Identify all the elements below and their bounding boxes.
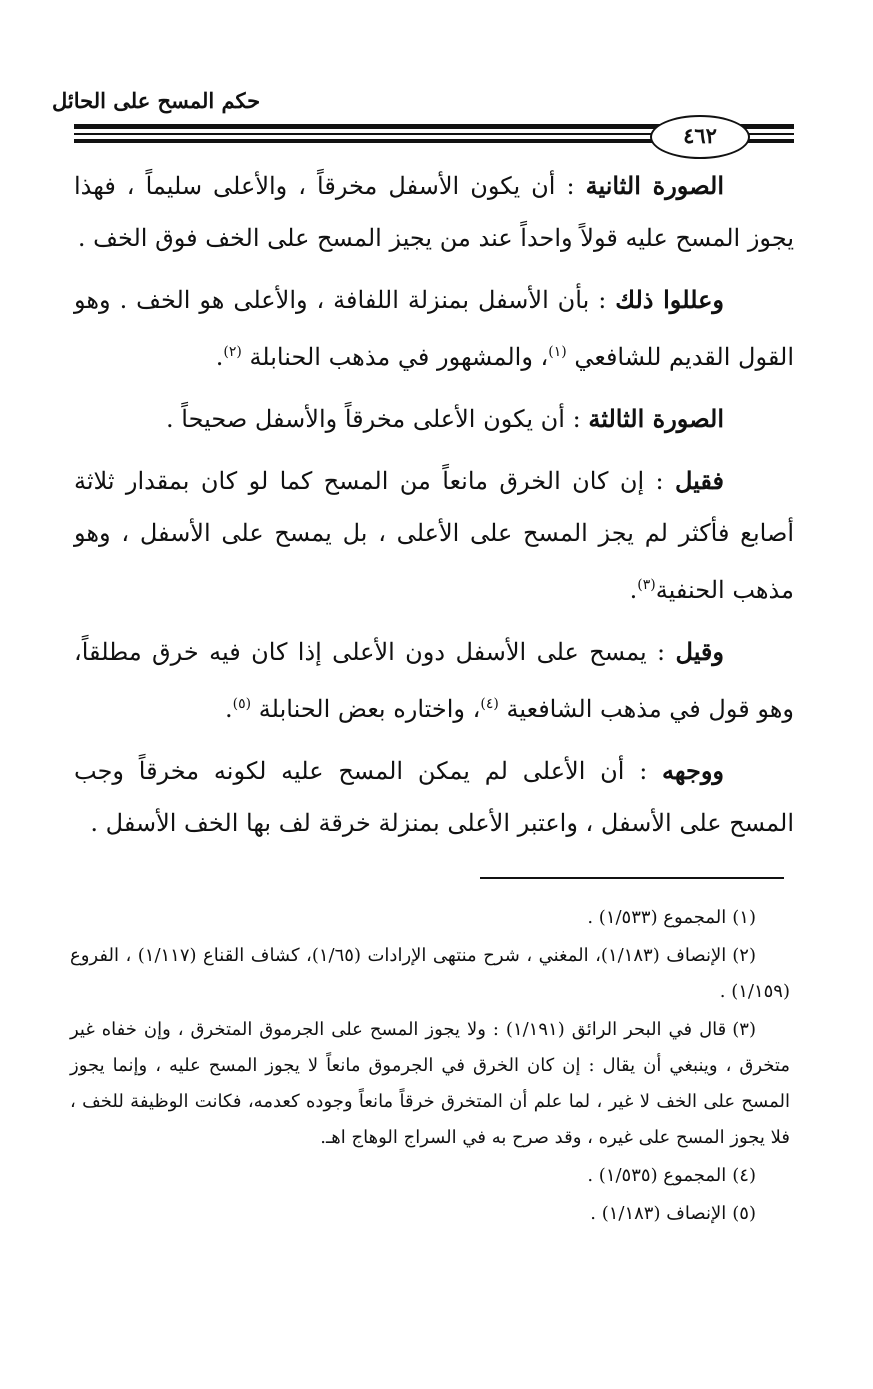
footnote-text: المجموع (١/٥٣٥) . [587,1165,727,1186]
paragraph-lead: وعللوا ذلك [615,285,724,314]
footnote-number: (٥) [732,1203,756,1224]
paragraph-tail: . [215,343,224,371]
footnote-number: (١) [732,907,756,928]
paragraph-text: ، واختاره بعض الحنابلة [251,695,481,723]
running-title: حكم المسح على الحائل [52,88,261,113]
paragraph-tail: . [629,576,638,604]
paragraph-lead: فقيل [674,466,724,495]
paragraph-text: : أن يكون الأسفل مخرقاً ، والأعلى سليماً ، فهذا يجوز المسح عليه قولاً واحداً عند من يجيز المسح على الخف فوق الخف . [74,172,794,252]
paragraph-second-opinion [74,626,794,735]
footnote-ref[interactable]: (٢) [223,344,242,360]
footnote-ref[interactable]: (٣) [637,577,656,593]
paragraph-text: : إن كان الخرق مانعاً من المسح كما لو كان بمقدار ثلاثة أصابع فأكثر لم يجز المسح على الأعلى ، بل يمسح على الأسفل ، وهو مذهب الحنفية [74,467,794,604]
footnotes [70,900,790,1234]
paragraph-text: : أن يكون الأعلى مخرقاً والأسفل صحيحاً . [166,405,589,433]
footnote-text: الإنصاف (١/١٨٣) . [590,1203,727,1224]
footnote-number: (٤) [732,1165,756,1186]
footnote-item [70,938,790,1010]
paragraph-text: : بأن الأسفل بمنزلة اللفافة ، والأعلى هو الخف . وهو القول القديم للشافعي [74,286,794,371]
footnote-item [70,900,790,936]
footnote-number: (٢) [732,945,756,966]
paragraph-reasoning [74,274,794,383]
page-number: ٤٦٢ [650,115,750,159]
footnote-item [70,1012,790,1156]
footnote-text: الإنصاف (١/١٨٣)، المغني ، شرح منتهى الإرادات (١/٦٥)، كشاف القناع (١/١١٧) ، الفروع (١/١٥٩) . [70,945,790,1002]
paragraph-third-case [74,393,794,445]
paragraph-lead: الصورة الثانية [585,171,724,200]
footnote-text: قال في البحر الرائق (١/١٩١) : ولا يجوز المسح على الجرموق المتخرق ، وإن خفاه غير متخرق ، وينبغي أن يقال : إن كان الخرق في الجرموق مانعاً لا يجوز المسح عليه ، وإنما يجوز المسح على الخف لا غير ، لما علم أن المتخرق خرقاً مانعاً وجوده كعدمه، فكانت الوظيفة للخف ، فلا يجوز المسح على غيره ، وقد صرح به في السراج الوهاج اهـ. [70,1019,790,1148]
footnote-item [70,1158,790,1194]
paragraph-lead: ووجهه [662,756,724,785]
paragraph-text: : أن الأعلى لم يمكن المسح عليه لكونه مخرقاً وجب المسح على الأسفل ، واعتبر الأعلى بمنزلة خرقة لف بها الخف الأسفل . [74,757,794,837]
footnote-ref[interactable]: (١) [548,344,567,360]
paragraph-tail: . [225,695,233,723]
footnote-text: المجموع (١/٥٣٣) . [587,907,727,928]
paragraph-lead: الصورة الثالثة [588,404,724,433]
paragraph-text: : يمسح على الأسفل دون الأعلى إذا كان فيه خرق مطلقاً، وهو قول في مذهب الشافعية [74,638,794,723]
paragraph-second-case [74,160,794,264]
footnote-ref[interactable]: (٥) [232,696,252,712]
paragraph-text: ، والمشهور في مذهب الحنابلة [241,343,549,371]
paragraph-justification [74,745,794,849]
main-text [74,160,794,849]
paragraph-first-opinion [74,455,794,616]
footnote-separator [480,877,784,879]
paragraph-lead: وقيل [675,637,724,666]
footnote-item [70,1196,790,1232]
footnote-ref[interactable]: (٤) [480,696,499,712]
footnote-number: (٣) [732,1019,756,1040]
